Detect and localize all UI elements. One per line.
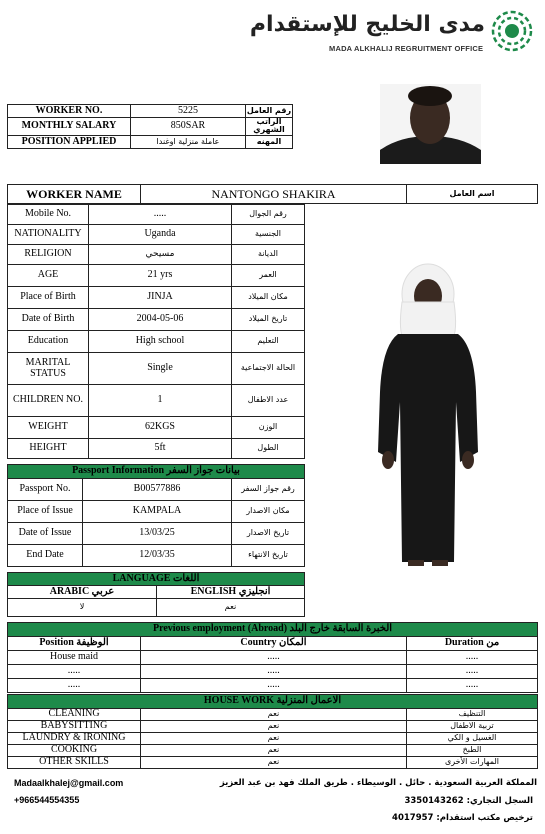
- end-date-value: 12/03/35: [83, 545, 232, 567]
- date-of-issue-label-ar: تاريخ الاصدار: [232, 523, 305, 545]
- table-row: [8, 586, 305, 599]
- employment-position: .....: [8, 665, 141, 679]
- salary-label-ar: الراتب الشهري: [246, 118, 293, 136]
- children-label-ar: عدد الاطفال: [232, 385, 305, 417]
- footer-license: ترخيص مكتب استقدام: 4017957: [392, 813, 533, 823]
- table-row: [8, 105, 293, 118]
- house-work-skill-ar: الغسيل و الكي: [407, 733, 538, 745]
- table-row: [8, 709, 538, 721]
- worker-no-label: WORKER NO.: [8, 105, 131, 118]
- table-row: [8, 623, 538, 637]
- place-of-issue-label-ar: مكان الاصدار: [232, 501, 305, 523]
- house-work-value: نعم: [141, 757, 407, 769]
- table-row: [8, 417, 305, 439]
- mobile-label: Mobile No.: [8, 205, 89, 225]
- worker-no-value: 5225: [131, 105, 246, 118]
- house-work-skill-ar: الطبخ: [407, 745, 538, 757]
- table-row: [8, 135, 293, 148]
- table-row: [8, 745, 538, 757]
- english-value: نعم: [157, 599, 305, 617]
- table-row: [8, 353, 305, 385]
- date-of-issue-label: Date of Issue: [8, 523, 83, 545]
- employment-header: Previous employment (Abroad) الخبرة السابقة خارج البلد: [8, 623, 538, 637]
- education-label-ar: التعليم: [232, 331, 305, 353]
- passport-header: Passport Information بيانات جواز السفر: [8, 465, 305, 479]
- place-of-birth-value: JINJA: [89, 287, 232, 309]
- passport-no-value: B00577886: [83, 479, 232, 501]
- date-of-birth-label: Date of Birth: [8, 309, 89, 331]
- table-row: [8, 651, 538, 665]
- table-row: [8, 385, 305, 417]
- height-value: 5ft: [89, 439, 232, 459]
- employment-duration: .....: [407, 665, 538, 679]
- worker-name-label: WORKER NAME: [8, 185, 141, 204]
- house-work-skill: CLEANING: [8, 709, 141, 721]
- education-label: Education: [8, 331, 89, 353]
- employment-country: .....: [141, 679, 407, 693]
- language-table: [7, 572, 305, 617]
- education-value: High school: [89, 331, 232, 353]
- footer-address: المملكة العربية السعودية . حائل . الوسيطاء . طريق الملك فهد بن عبد العزيز: [219, 778, 537, 788]
- table-row: [8, 637, 538, 651]
- logo-english-text: MADA ALKHALIJ REGRUITMENT OFFICE: [329, 44, 484, 53]
- table-row: [8, 245, 305, 265]
- table-row: [8, 479, 305, 501]
- marital-status-label: MARITAL STATUS: [8, 353, 89, 385]
- age-label-ar: العمر: [232, 265, 305, 287]
- house-work-skill-ar: المهارات الأخرى: [407, 757, 538, 769]
- house-work-skill: OTHER SKILLS: [8, 757, 141, 769]
- date-of-birth-value: 2004-05-06: [89, 309, 232, 331]
- passport-no-label-ar: رقم جواز السفر: [232, 479, 305, 501]
- table-row: [8, 573, 305, 586]
- col-duration-header: Duration من: [407, 637, 538, 651]
- employment-position: .....: [8, 679, 141, 693]
- employment-country: .....: [141, 665, 407, 679]
- logo-globe-icon: [491, 10, 533, 52]
- house-work-skill: BABYSITTING: [8, 721, 141, 733]
- house-work-value: نعم: [141, 709, 407, 721]
- language-header: LANGUAGE اللغات: [8, 573, 305, 586]
- house-work-value: نعم: [141, 733, 407, 745]
- employment-position: House maid: [8, 651, 141, 665]
- footer-email[interactable]: Madaalkhalej@gmail.com: [14, 778, 124, 788]
- passport-table: [7, 464, 305, 567]
- employment-table: [7, 622, 538, 693]
- table-row: [8, 757, 538, 769]
- house-work-value: نعم: [141, 745, 407, 757]
- table-row: [8, 185, 538, 204]
- arabic-value: لا: [8, 599, 157, 617]
- full-body-photo: [368, 262, 488, 572]
- date-of-issue-value: 13/03/25: [83, 523, 232, 545]
- table-row: [8, 309, 305, 331]
- table-row: [8, 599, 305, 617]
- nationality-label-ar: الجنسية: [232, 225, 305, 245]
- weight-label: WEIGHT: [8, 417, 89, 439]
- table-row: [8, 118, 293, 136]
- footer-phone[interactable]: +966544554355: [14, 795, 80, 805]
- table-row: [8, 545, 305, 567]
- table-row: [8, 679, 538, 693]
- place-of-issue-label: Place of Issue: [8, 501, 83, 523]
- english-label: ENGLISH انجليزي: [157, 586, 305, 599]
- position-label-ar: المهنه: [246, 135, 293, 148]
- employment-duration: .....: [407, 651, 538, 665]
- position-label: POSITION APPLIED: [8, 135, 131, 148]
- nationality-label: NATIONALITY: [8, 225, 89, 245]
- place-of-issue-value: KAMPALA: [83, 501, 232, 523]
- col-country-header: Country المكان: [141, 637, 407, 651]
- age-label: AGE: [8, 265, 89, 287]
- age-value: 21 yrs: [89, 265, 232, 287]
- worker-name-table: [7, 184, 538, 204]
- religion-label-ar: الديانة: [232, 245, 305, 265]
- table-row: [8, 287, 305, 309]
- footer-commercial-register: السجل التجاري: 3350143262: [404, 796, 533, 806]
- end-date-label-ar: تاريخ الانتهاء: [232, 545, 305, 567]
- table-row: [8, 523, 305, 545]
- house-work-skill: COOKING: [8, 745, 141, 757]
- employment-duration: .....: [407, 679, 538, 693]
- table-row: [8, 501, 305, 523]
- col-position-header: Position الوظيفة: [8, 637, 141, 651]
- table-row: [8, 665, 538, 679]
- position-value: عاملة منزلية اوغندا: [131, 135, 246, 148]
- logo: [249, 8, 535, 58]
- table-row: [8, 439, 305, 459]
- mobile-label-ar: رقم الجوال: [232, 205, 305, 225]
- religion-label: RELIGION: [8, 245, 89, 265]
- place-of-birth-label-ar: مكان الميلاد: [232, 287, 305, 309]
- house-work-skill-ar: تربية الاطفال: [407, 721, 538, 733]
- table-row: [8, 265, 305, 287]
- religion-value: مسيحي: [89, 245, 232, 265]
- table-row: [8, 695, 538, 709]
- place-of-birth-label: Place of Birth: [8, 287, 89, 309]
- children-value: 1: [89, 385, 232, 417]
- mobile-value: .....: [89, 205, 232, 225]
- portrait-photo: [380, 84, 481, 164]
- end-date-label: End Date: [8, 545, 83, 567]
- passport-no-label: Passport No.: [8, 479, 83, 501]
- house-work-skill: LAUNDRY & IRONING: [8, 733, 141, 745]
- house-work-table: [7, 694, 538, 769]
- table-row: [8, 331, 305, 353]
- worker-name-value: NANTONGO SHAKIRA: [141, 185, 407, 204]
- table-row: [8, 733, 538, 745]
- height-label: HEIGHT: [8, 439, 89, 459]
- date-of-birth-label-ar: تاريخ الميلاد: [232, 309, 305, 331]
- height-label-ar: الطول: [232, 439, 305, 459]
- table-row: [8, 465, 305, 479]
- salary-label: MONTHLY SALARY: [8, 118, 131, 136]
- worker-name-label-ar: اسم العامل: [407, 185, 538, 204]
- arabic-label: ARABIC عربي: [8, 586, 157, 599]
- house-work-skill-ar: التنظيف: [407, 709, 538, 721]
- table-row: [8, 225, 305, 245]
- logo-arabic-text: مدى الخليج للإستقدام: [249, 12, 485, 37]
- employment-country: .....: [141, 651, 407, 665]
- worker-no-label-ar: رقم العامل: [246, 105, 293, 118]
- table-row: [8, 205, 305, 225]
- nationality-value: Uganda: [89, 225, 232, 245]
- weight-label-ar: الوزن: [232, 417, 305, 439]
- house-work-value: نعم: [141, 721, 407, 733]
- children-label: CHILDREN NO.: [8, 385, 89, 417]
- details-table: [7, 204, 305, 459]
- marital-status-value: Single: [89, 353, 232, 385]
- table-row: [8, 721, 538, 733]
- house-work-header: HOUSE WORK الاعمال المنزلية: [8, 695, 538, 709]
- marital-status-label-ar: الحالة الاجتماعية: [232, 353, 305, 385]
- salary-value: 850SAR: [131, 118, 246, 136]
- weight-value: 62KGS: [89, 417, 232, 439]
- top-info-table: [7, 104, 293, 149]
